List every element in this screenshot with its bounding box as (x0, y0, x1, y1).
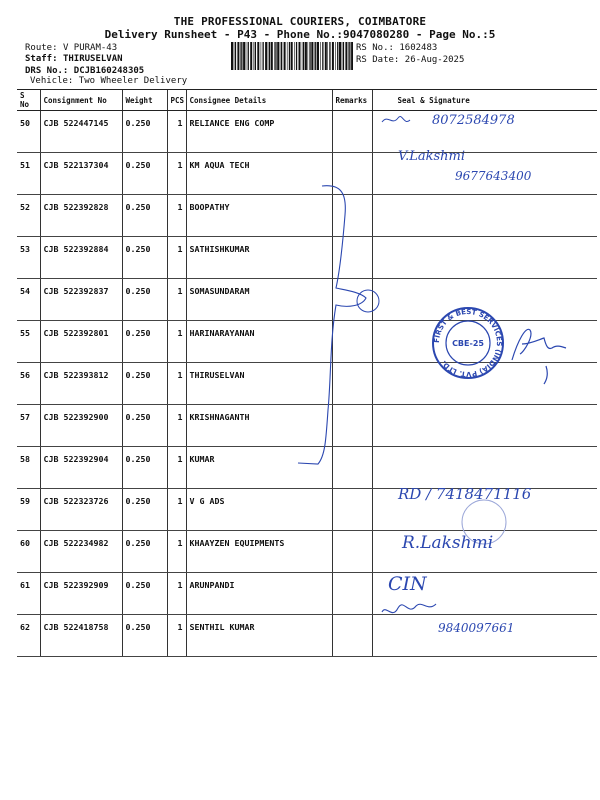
consignee-cell: KHAAYZEN EQUIPMENTS (186, 531, 332, 573)
drs-label: DRS No.: (25, 66, 69, 76)
consignee-cell: V G ADS (186, 489, 332, 531)
signature-cell (372, 237, 597, 279)
barcode-image (231, 42, 353, 70)
consignee-cell: HARINARAYANAN (186, 321, 332, 363)
sno-cell: 51 (17, 153, 40, 195)
staff-line (25, 54, 123, 64)
consignee-cell: KUMAR (186, 447, 332, 489)
weight-cell: 0.250 (122, 405, 167, 447)
stamp-ring-text: FIRST & BEST SERVICES (INDIA) PVT. LTD. (432, 307, 504, 379)
signature-cell (372, 111, 597, 153)
staff-label: Staff: (25, 54, 58, 64)
weight-cell: 0.250 (122, 615, 167, 657)
pcs-cell: 1 (167, 615, 186, 657)
route-line (25, 43, 117, 53)
route-label: Route: (25, 43, 58, 53)
sno-cell: 58 (17, 447, 40, 489)
pcs-cell: 1 (167, 531, 186, 573)
consignee-cell: ARUNPANDI (186, 573, 332, 615)
remarks-cell (332, 489, 372, 531)
remarks-cell (332, 531, 372, 573)
consignment-cell: CJB 522392884 (40, 237, 122, 279)
signature-cell (372, 447, 597, 489)
table-row (17, 237, 597, 279)
consignment-cell: CJB 522392801 (40, 321, 122, 363)
signature-cell (372, 615, 597, 657)
consignment-cell: CJB 522392904 (40, 447, 122, 489)
sno-cell: 54 (17, 279, 40, 321)
weight-cell: 0.250 (122, 321, 167, 363)
rs-date-line (356, 55, 464, 65)
consignee-cell: THIRUSELVAN (186, 363, 332, 405)
signature-cell (372, 573, 597, 615)
pcs-cell: 1 (167, 111, 186, 153)
consignment-cell: CJB 522392900 (40, 405, 122, 447)
pcs-cell: 1 (167, 279, 186, 321)
consignment-cell: CJB 522392909 (40, 573, 122, 615)
sno-cell: 53 (17, 237, 40, 279)
runsheet-table (17, 89, 597, 657)
weight-cell: 0.250 (122, 363, 167, 405)
consignment-cell: CJB 522234982 (40, 531, 122, 573)
consignee-cell: SENTHIL KUMAR (186, 615, 332, 657)
pcs-cell: 1 (167, 153, 186, 195)
weight-cell: 0.250 (122, 153, 167, 195)
remarks-cell (332, 111, 372, 153)
staff-value: THIRUSELVAN (62, 54, 123, 64)
weight-cell: 0.250 (122, 111, 167, 153)
consignee-cell: KRISHNAGANTH (186, 405, 332, 447)
consignment-cell: CJB 522447145 (40, 111, 122, 153)
signature-cell (372, 405, 597, 447)
remarks-cell (332, 405, 372, 447)
remarks-cell (332, 237, 372, 279)
remarks-cell (332, 447, 372, 489)
sno-cell: 55 (17, 321, 40, 363)
col-header-consignee: Consignee Details (186, 90, 332, 111)
weight-cell: 0.250 (122, 237, 167, 279)
table-row (17, 153, 597, 195)
signature-cell (372, 363, 597, 405)
col-header-remarks: Remarks (332, 90, 372, 111)
sno-cell: 56 (17, 363, 40, 405)
consignee-cell: SATHISHKUMAR (186, 237, 332, 279)
sno-cell: 62 (17, 615, 40, 657)
signature-cell (372, 195, 597, 237)
pcs-cell: 1 (167, 489, 186, 531)
remarks-cell (332, 279, 372, 321)
table-row (17, 111, 597, 153)
weight-cell: 0.250 (122, 489, 167, 531)
rs-no-value: 1602483 (399, 43, 438, 53)
stamp-center-text: CBE-25 (452, 339, 484, 348)
consignee-cell: SOMASUNDARAM (186, 279, 332, 321)
pcs-cell: 1 (167, 573, 186, 615)
consignee-cell: BOOPATHY (186, 195, 332, 237)
consignee-cell: KM AQUA TECH (186, 153, 332, 195)
signature-cell (372, 531, 597, 573)
vehicle-line (30, 76, 187, 86)
consignment-cell: CJB 522392828 (40, 195, 122, 237)
signature-cell (372, 279, 597, 321)
page-title: THE PROFESSIONAL COURIERS, COIMBATORE (173, 15, 427, 28)
sno-cell: 59 (17, 489, 40, 531)
sno-cell: 57 (17, 405, 40, 447)
sno-cell: 52 (17, 195, 40, 237)
vehicle-label: Vehicle: (30, 76, 74, 86)
table-row (17, 195, 597, 237)
table-row (17, 405, 597, 447)
col-header-signature: Seal & Signature (372, 90, 597, 111)
col-header-pcs: PCS (167, 90, 186, 111)
signature-cell (372, 321, 597, 363)
table-header-row (17, 90, 597, 111)
consignment-cell: CJB 522418758 (40, 615, 122, 657)
weight-cell: 0.250 (122, 447, 167, 489)
consignment-cell: CJB 522393812 (40, 363, 122, 405)
vehicle-value: Two Wheeler Delivery (78, 76, 188, 86)
weight-cell: 0.250 (122, 279, 167, 321)
pcs-cell: 1 (167, 363, 186, 405)
remarks-cell (332, 615, 372, 657)
remarks-cell (332, 321, 372, 363)
table-row (17, 573, 597, 615)
rs-date-value: 26-Aug-2025 (404, 55, 465, 65)
pcs-cell: 1 (167, 195, 186, 237)
col-header-sno: S No (17, 90, 40, 111)
consignment-cell: CJB 522137304 (40, 153, 122, 195)
drs-line (25, 66, 144, 76)
consignment-cell: CJB 522392837 (40, 279, 122, 321)
handwriting-row60: R.Lakshmi (402, 533, 494, 553)
col-header-consignment: Consignment No (40, 90, 122, 111)
handwriting-row51-phone: 9677643400 (455, 169, 532, 183)
route-value: V PURAM-43 (62, 43, 118, 53)
weight-cell: 0.250 (122, 531, 167, 573)
sno-cell: 60 (17, 531, 40, 573)
rs-date-label: RS Date: (356, 55, 400, 65)
rs-no-label: RS No.: (356, 43, 394, 53)
table-row (17, 363, 597, 405)
drs-value: DCJB160248305 (73, 66, 145, 76)
handwriting-row62: 9840097661 (438, 621, 515, 635)
handwriting-row61: CIN (388, 573, 427, 595)
table-row (17, 489, 597, 531)
handwriting-row51-sig: V.Lakshmi (398, 149, 466, 164)
signature-cell (372, 153, 597, 195)
table-row (17, 279, 597, 321)
pcs-cell: 1 (167, 405, 186, 447)
pcs-cell: 1 (167, 447, 186, 489)
weight-cell: 0.250 (122, 573, 167, 615)
rs-no-line (356, 43, 437, 53)
remarks-cell (332, 153, 372, 195)
consignee-cell: RELIANCE ENG COMP (186, 111, 332, 153)
sno-cell: 61 (17, 573, 40, 615)
consignment-cell: CJB 522323726 (40, 489, 122, 531)
table-row (17, 531, 597, 573)
pcs-cell: 1 (167, 237, 186, 279)
remarks-cell (332, 195, 372, 237)
sno-cell: 50 (17, 111, 40, 153)
weight-cell: 0.250 (122, 195, 167, 237)
col-header-weight: Weight (122, 90, 167, 111)
handwriting-row50: 8072584978 (432, 113, 515, 128)
remarks-cell (332, 573, 372, 615)
page-subtitle: Delivery Runsheet - P43 - Phone No.:9047080280 - Page No.:5 (104, 28, 496, 41)
remarks-cell (332, 363, 372, 405)
signature-cell (372, 489, 597, 531)
pcs-cell: 1 (167, 321, 186, 363)
table-row (17, 447, 597, 489)
table-row (17, 321, 597, 363)
table-row (17, 615, 597, 657)
handwriting-row59: RD / 7418471116 (398, 485, 532, 503)
